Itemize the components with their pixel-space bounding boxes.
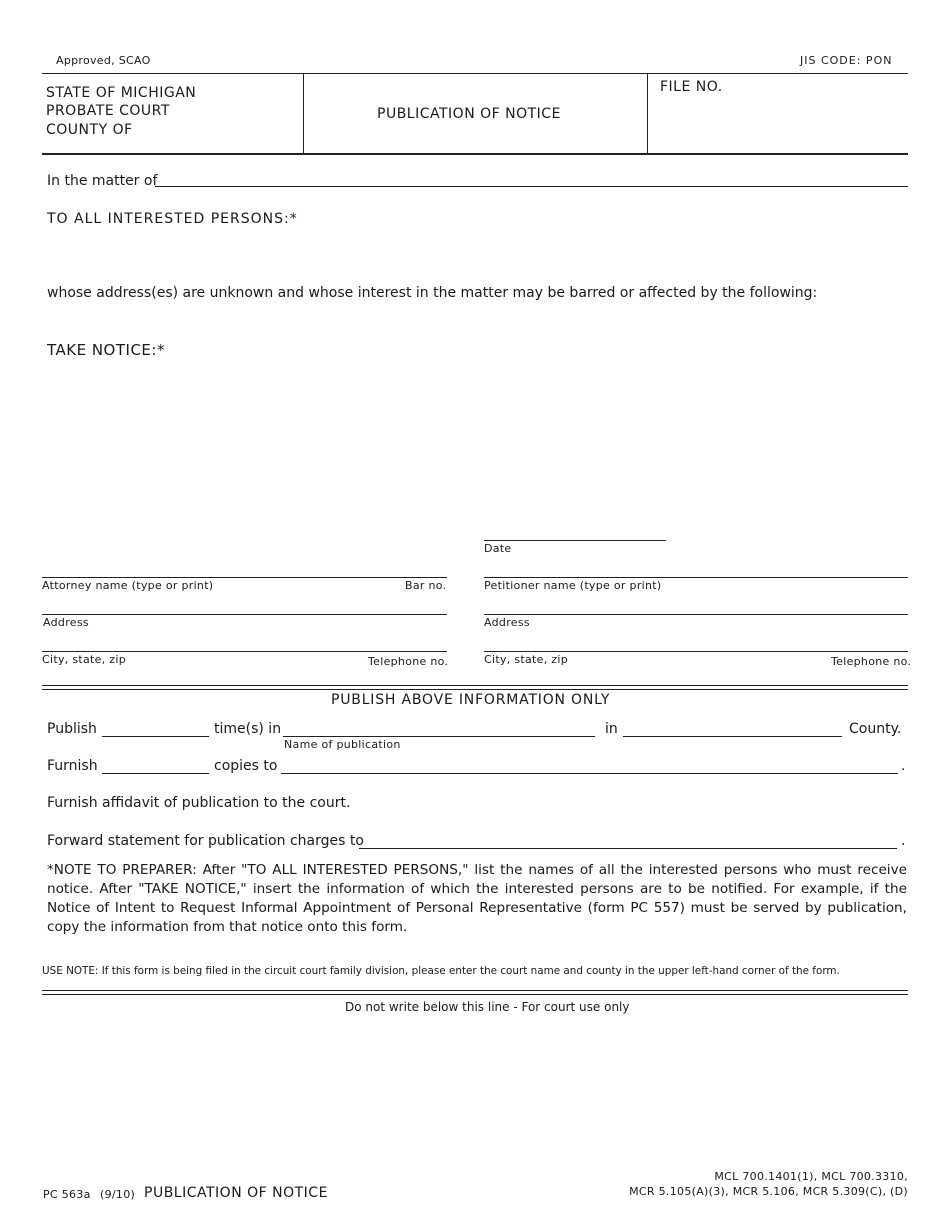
header-top-rule xyxy=(42,73,908,74)
jis-code: JIS CODE: PON xyxy=(800,54,893,67)
forward-statement-label: Forward statement for publication charges to xyxy=(47,833,364,849)
publish-county-field[interactable] xyxy=(623,736,842,737)
publish-double-rule-bottom xyxy=(42,689,908,690)
attorney-name-field[interactable] xyxy=(42,577,447,578)
times-in-label: time(s) in xyxy=(214,721,282,737)
copies-to-period: . xyxy=(901,758,906,774)
whose-address-text: whose address(es) are unknown and whose interest in the matter may be barred or affected by the following: xyxy=(47,285,818,301)
petitioner-address-field[interactable] xyxy=(484,614,908,615)
header-divider-1 xyxy=(303,74,304,154)
forward-statement-field[interactable] xyxy=(359,848,897,849)
publish-double-rule-top xyxy=(42,685,908,686)
attorney-telephone-label: Telephone no. xyxy=(368,655,449,668)
date-field[interactable] xyxy=(484,540,666,541)
petitioner-telephone-label: Telephone no. xyxy=(831,655,912,668)
publish-times-field[interactable] xyxy=(102,736,209,737)
court-line-2: PROBATE COURT xyxy=(46,103,170,119)
court-use-double-rule-top xyxy=(42,990,908,991)
petitioner-city-label: City, state, zip xyxy=(484,653,569,666)
publish-heading: PUBLISH ABOVE INFORMATION ONLY xyxy=(331,692,611,708)
bar-no-label: Bar no. xyxy=(405,579,447,592)
footer-form-title: PUBLICATION OF NOTICE xyxy=(144,1185,328,1201)
county-label: County. xyxy=(849,721,902,737)
form-revision: (9/10) xyxy=(100,1188,136,1201)
publish-label: Publish xyxy=(47,721,97,737)
attorney-address-label: Address xyxy=(43,616,89,629)
header-divider-2 xyxy=(647,74,648,154)
attorney-address-field[interactable] xyxy=(42,614,447,615)
take-notice-label: TAKE NOTICE:* xyxy=(47,341,165,359)
citations-line-2: MCR 5.105(A)(3), MCR 5.106, MCR 5.309(C), (D) xyxy=(629,1185,908,1198)
copies-to-label: copies to xyxy=(214,758,278,774)
citations-line-1: MCL 700.1401(1), MCL 700.3310, xyxy=(714,1170,908,1183)
petitioner-name-label: Petitioner name (type or print) xyxy=(484,579,662,592)
in-the-matter-label: In the matter of xyxy=(47,173,158,189)
approved-label: Approved, SCAO xyxy=(56,54,151,67)
court-county-field[interactable]: COUNTY OF xyxy=(46,122,133,138)
court-use-only-label: Do not write below this line - For court use only xyxy=(345,1000,630,1014)
forward-period: . xyxy=(901,833,906,849)
date-label: Date xyxy=(484,542,512,555)
court-use-double-rule-bottom xyxy=(42,994,908,995)
attorney-city-label: City, state, zip xyxy=(42,653,127,666)
petitioner-name-field[interactable] xyxy=(484,577,908,578)
furnish-label: Furnish xyxy=(47,758,98,774)
in-label: in xyxy=(605,721,618,737)
file-no-field[interactable]: FILE NO. xyxy=(660,79,723,95)
furnish-copies-field[interactable] xyxy=(102,773,209,774)
affidavit-text: Furnish affidavit of publication to the court. xyxy=(47,795,351,811)
petitioner-city-field[interactable] xyxy=(484,651,908,652)
use-note: USE NOTE: If this form is being filed in the circuit court family division, please enter the court name and county in the upper left-hand corner of the form. xyxy=(42,965,840,977)
form-number: PC 563a xyxy=(43,1188,91,1201)
matter-of-field[interactable] xyxy=(155,186,908,187)
header-bottom-rule xyxy=(42,153,908,155)
publication-name-label: Name of publication xyxy=(284,738,401,751)
petitioner-address-label: Address xyxy=(484,616,530,629)
attorney-name-label: Attorney name (type or print) xyxy=(42,579,214,592)
note-to-preparer: *NOTE TO PREPARER: After "TO ALL INTERESTED PERSONS," list the names of all the interested persons who must receive notice. After "TAKE NOTICE," insert the information of which the interested persons are to be notified. For example, if the Notice of Intent to Request Informal Appointment of Personal Representative (form PC 557) must be served by publication, copy the information from that notice onto this form. xyxy=(47,862,907,935)
court-line-1: STATE OF MICHIGAN xyxy=(46,85,197,101)
form-title: PUBLICATION OF NOTICE xyxy=(377,106,561,122)
to-all-interested-label: TO ALL INTERESTED PERSONS:* xyxy=(47,211,298,227)
attorney-city-field[interactable] xyxy=(42,651,447,652)
publication-name-field[interactable] xyxy=(283,736,595,737)
copies-to-field[interactable] xyxy=(281,773,898,774)
